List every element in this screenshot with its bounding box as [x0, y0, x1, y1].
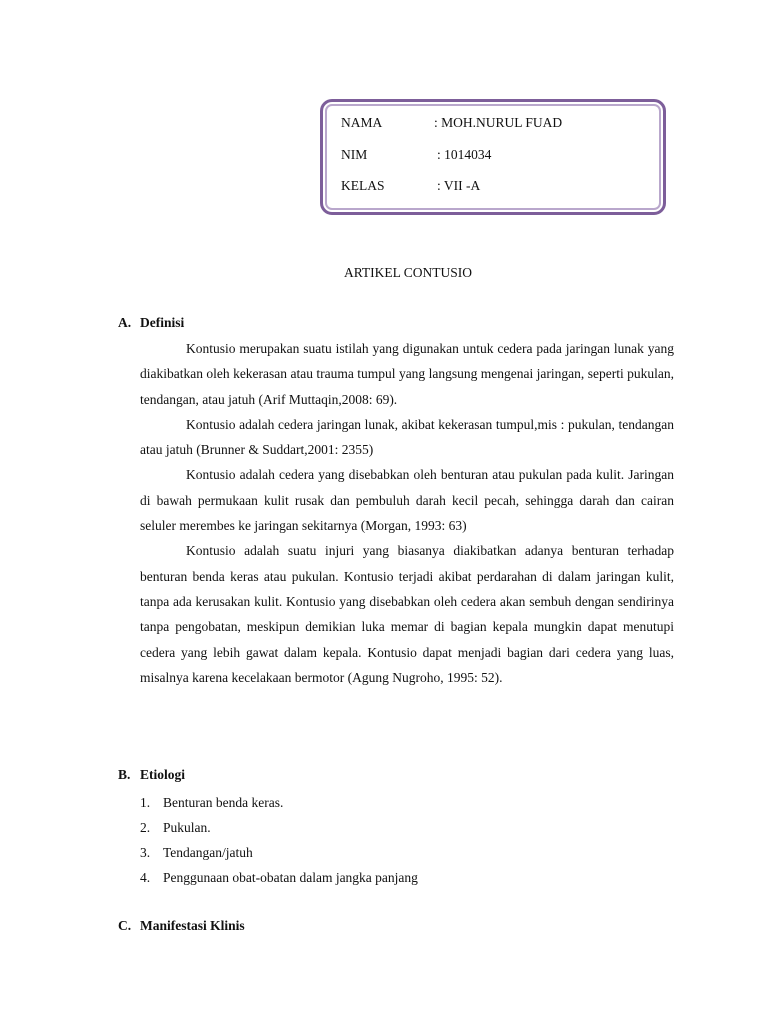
list-text: Tendangan/jatuh [163, 845, 253, 860]
definisi-paragraph: Kontusio adalah cedera jaringan lunak, akibat kekerasan tumpul,mis : pukulan, tendangan atau jatuh (Brunner & Suddart,2001: 2355) [140, 416, 674, 458]
section-c-heading [118, 917, 245, 935]
kelas-label: KELAS [341, 178, 385, 193]
list-text: Pukulan. [163, 820, 211, 835]
etiologi-list [140, 790, 660, 890]
nama-value: : MOH.NURUL FUAD [434, 115, 563, 130]
list-text: Penggunaan obat-obatan dalam jangka panjang [163, 870, 418, 885]
section-a-letter: A. [118, 315, 132, 330]
nim-label: NIM [341, 147, 368, 162]
definisi-paragraph: Kontusio adalah suatu injuri yang biasanya diakibatkan adanya benturan terhadap benturan benda keras atau pukulan. Kontusio terjadi akibat perdarahan di dalam jaringan kulit, tanpa ada kerusakan kulit. Kontusio yang disebabkan oleh cedera akan sembuh dengan sendirinya tanpa pengobatan, meskipun demikian luka memar di bagian kepala mungkin dapat menutupi cedera yang lebih gawat dalam kepala. Kontusio dapat menjadi bagian dari cedera yang luas, misalnya karena kecelakaan bermotor (Agung Nugroho, 1995: 52). [140, 543, 674, 685]
list-number: 3. [140, 845, 151, 860]
kelas-value: : VII -A [437, 178, 481, 193]
student-id-box [320, 99, 666, 215]
section-c-title: Manifestasi Klinis [140, 918, 245, 933]
section-b-letter: B. [118, 767, 131, 782]
section-b-title: Etiologi [140, 767, 186, 782]
definisi-paragraph: Kontusio adalah cedera yang disebabkan oleh benturan atau pukulan pada kulit. Jaringan di bawah permukaan kulit rusak dan pembuluh darah kecil pecah, sehingga darah dan cairan seluler merembes ke jaringan sekitarnya (Morgan, 1993: 63) [140, 467, 674, 534]
section-a-title: Definisi [140, 315, 185, 330]
nim-value: : 1014034 [437, 147, 492, 162]
article-title: ARTIKEL CONTUSIO [343, 265, 473, 280]
list-item [140, 865, 660, 890]
section-c-letter: C. [118, 918, 132, 933]
section-b-heading [118, 766, 185, 784]
list-number: 1. [140, 795, 151, 810]
definisi-paragraph: Kontusio merupakan suatu istilah yang digunakan untuk cedera pada jaringan lunak yang diakibatkan oleh kekerasan atau trauma tumpul yang langsung mengenai jaringan, seperti pukulan, tendangan, atau jatuh (Arif Muttaqin,2008: 69). [140, 341, 674, 407]
list-number: 4. [140, 870, 151, 885]
list-item [140, 840, 660, 865]
section-a-heading [118, 314, 184, 332]
definisi-content [140, 336, 674, 690]
list-text: Benturan benda keras. [163, 795, 284, 810]
list-item [140, 815, 660, 840]
list-item [140, 790, 660, 815]
list-number: 2. [140, 820, 151, 835]
nama-label: NAMA [341, 115, 383, 130]
